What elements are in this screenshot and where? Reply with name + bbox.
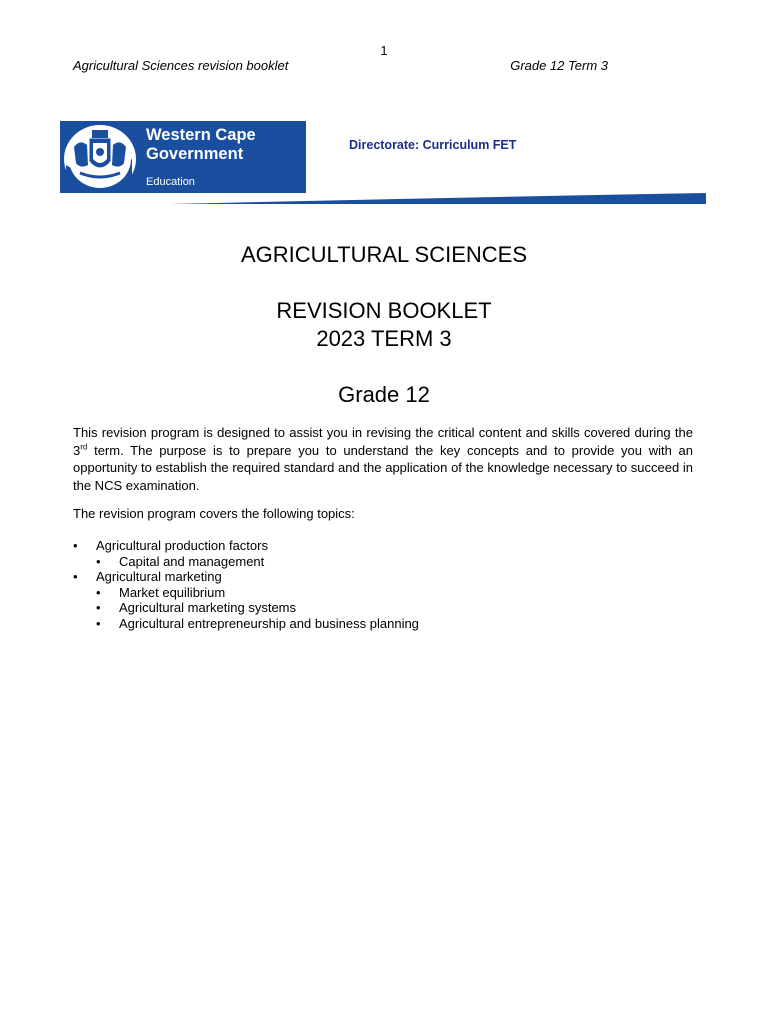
list-item: • Agricultural marketing • Market equilibrium • Agricultural marketing systems • Agricultural entrepreneurship and business planning	[73, 569, 693, 631]
header-rule	[170, 190, 707, 206]
western-cape-government-logo	[60, 121, 306, 193]
coat-of-arms-icon	[60, 121, 138, 193]
topics-intro: The revision program covers the following topics:	[73, 506, 355, 521]
list-item: • Capital and management	[96, 554, 693, 570]
directorate-label: Directorate: Curriculum FET	[349, 138, 517, 152]
running-header-right: Grade 12 Term 3	[510, 58, 608, 73]
list-item: • Agricultural marketing systems	[96, 600, 693, 616]
page-number: 1	[380, 43, 388, 58]
logo-department: Education	[146, 176, 195, 188]
list-item: • Agricultural entrepreneurship and business planning	[96, 616, 693, 632]
grade-title: Grade 12	[338, 382, 430, 407]
running-header-left: Agricultural Sciences revision booklet	[73, 58, 289, 73]
booklet-title: REVISION BOOKLET	[276, 298, 492, 323]
term-title: 2023 TERM 3	[316, 326, 452, 351]
topics-list	[73, 538, 693, 631]
logo-wordmark: Western Cape Government	[146, 126, 256, 163]
subject-title: AGRICULTURAL SCIENCES	[240, 242, 528, 267]
intro-paragraph: This revision program is designed to assist you in revising the critical content and skills covered during the 3rd term. The purpose is to prepare you to understand the key concepts and to provide you with an opportunity to establish the required standard and the application of the knowledge necessary to succeed in the NCS examination.	[73, 425, 693, 493]
list-item: • Market equilibrium	[96, 585, 693, 601]
list-item: • Agricultural production factors • Capital and management	[73, 538, 693, 569]
